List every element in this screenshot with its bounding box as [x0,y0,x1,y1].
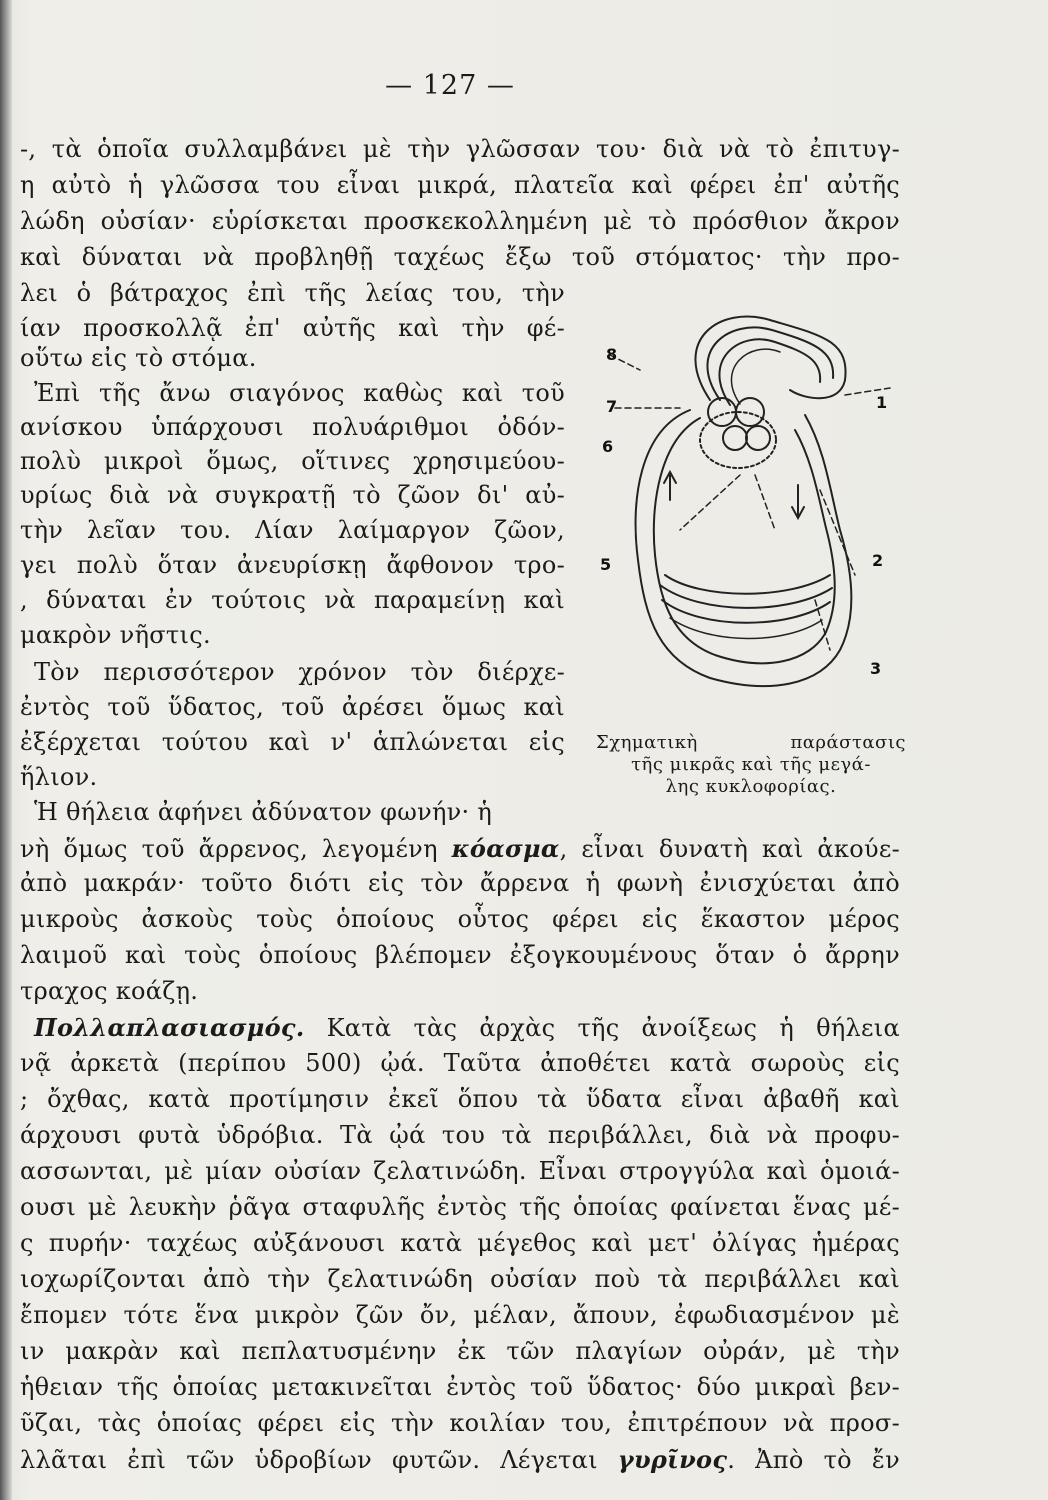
text-line [20,1444,900,1476]
text-line: τὴν λεῖαν του. Λίαν λαίμαργον ζῶον, [20,516,565,544]
pulmonary-loop-inner3 [731,349,780,404]
caption-word: Σχηματικὴ [596,732,698,753]
text-line: άρχουσι φυτὰ ὑδρόβια. Τὰ ᾠά του τὰ περιβάλλει, διὰ νὰ προφυ- [20,1121,900,1149]
ventricle [723,426,747,450]
text-span: νὴ ὅμως τοῦ ἄρρενος, λεγομένη [20,835,452,863]
caption-word: παράστασις [790,732,906,753]
figure-caption [596,732,906,798]
text-line: η αὐτὸ ἡ γλῶσσα του εἶναι μικρά, πλατεῖα καὶ φέρει ἐπ' αὐτῆς [20,171,900,199]
text-line: ἥλιον. [20,763,98,791]
text-line: Τὸν περισσότερον χρόνον τὸν διέρχε- [34,658,565,686]
figure-label-2: 2 [872,551,884,570]
bulbus [746,426,770,450]
section-heading: Πολλαπλασιασμός. [34,1013,305,1042]
text-line: τραχος κοάζῃ. [20,977,199,1005]
text-line: ουσι μὲ λευκὴν ῥᾶγα σταφυλῆς ἐντὸς τῆς ὁποίας φαίνεται ἕνας μέ- [20,1193,900,1221]
text-line: ανίσκου ὑπάρχουσι πολυάριθμοι ὀδόν- [20,413,565,441]
term-koasma: κόασμα [451,834,560,863]
text-line: μικροὺς ἀσκοὺς τοὺς ὁποίους οὗτος φέρει εἰς ἕκαστον μέρος [20,905,900,933]
text-line: γει πολὺ ὅταν ἀνευρίσκῃ ἄφθονον τρο- [20,551,565,579]
text-line: ἀπὸ μακράν· τοῦτο διότι εἰς τὸν ἄρρενα ἡ φωνὴ ἐνισχύεται ἀπὸ [20,869,900,897]
binding-shadow [0,0,12,1500]
text-line: λαιμοῦ καὶ τοὺς ὁποίους βλέπομεν ἐξογκουμένους ὅταν ὁ ἄρρην [20,941,900,969]
text-line: -, τὰ ὁποῖα συλλαμβάνει μὲ τὴν γλῶσσαν του· διὰ νὰ τὸ ἐπιτυγ- [20,135,900,163]
figure-label-3: 3 [870,659,882,678]
text-line: ιοχωρίζονται ἀπὸ τὴν ζελατινώδη οὐσίαν ποὺ τὰ περιβάλλει καὶ [20,1265,900,1293]
systemic-loop [636,410,852,686]
text-line: ιν μακρὰν καὶ πεπλατυσμένην ἐκ τῶν πλαγίων οὐράν, μὲ τὴν [20,1337,900,1365]
text-line: ἐξέρχεται τούτου καὶ ν' ἁπλώνεται εἰς [20,728,565,756]
text-line: λώδη οὐσίαν· εὑρίσκεται προσκεκολλημένη μὲ τὸ πρόσθιον ἄκρον [20,207,900,235]
text-line: ίαν προσκολλᾷ ἐπ' αὐτῆς καὶ τὴν φέ- [20,314,565,342]
pulmonary-loop-inner [707,327,833,400]
text-line: νᾷ ἀρκετὰ (περίπου 500) ᾠά. Ταῦτα ἀποθέτει κατὰ σωροὺς εἰς [20,1049,900,1077]
text-line: ασσωνται, μὲ μίαν οὐσίαν ζελατινώδη. Εἶναι στρογγύλα καὶ ὁμοιά- [20,1157,900,1185]
caption-line-2: τῆς μικρᾶς καὶ τῆς μεγά- [631,754,871,775]
text-line: Ἐπὶ τῆς ἄνω σιαγόνος καθὼς καὶ τοῦ [34,379,565,407]
text-line: μακρὸν νῆστις. [20,621,211,649]
text-span: Κατὰ τὰς ἀρχὰς τῆς ἀνοίξεως ἡ θήλεια [304,1014,900,1042]
figure-label-5: 5 [600,555,612,574]
text-line: Ἡ θήλεια ἀφήνει ἀδύνατον φωνήν· ἡ [34,798,493,826]
text-line: ς πυρήν· ταχέως αὐξάνουσι κατὰ μέγεθος καὶ μετ' ὀλίγας ἡμέρας [20,1229,900,1257]
text-line: ; ὄχθας, κατὰ προτίμησιν ἐκεῖ ὅπου τὰ ὕδατα εἶναι ἀβαθῆ καὶ [20,1085,900,1113]
capillary-bed-3 [662,600,830,623]
text-line: ἔπομεν τότε ἕνα μικρὸν ζῶν ὄν, μέλαν, ἄπουν, ἐφωδιασμένον μὲ [20,1301,900,1329]
caption-line-1 [596,732,906,754]
text-line: υρίως διὰ νὰ συγκρατῇ τὸ ζῶον δι' αὐ- [20,481,565,509]
systemic-loop-inner [654,418,835,663]
page-number: — 127 — [385,70,515,101]
figure-label-6: 6 [602,437,614,456]
leader-4 [680,475,740,530]
figure-label-8: 8 [606,345,618,364]
text-line: λει ὁ βάτραχος ἐπὶ τῆς λείας του, τὴν [20,279,565,307]
circulation-diagram [590,300,910,730]
term-gyrinos: γυρῖνος [617,1445,728,1474]
text-line: οὕτω εἰς τὸ στόμα. [20,344,257,372]
caption-line-3: λης κυκλοφορίας. [665,776,837,797]
text-line: , δύναται ἐν τούτοις νὰ παραμείνῃ καὶ [20,586,565,614]
text-line: ἐντὸς τοῦ ὕδατος, τοῦ ἀρέσει ὅμως καὶ [20,693,565,721]
text-span: λλᾶται ἐπὶ τῶν ὑδροβίων φυτῶν. Λέγεται [20,1446,618,1474]
text-line: ἡθειαν τῆς ὁποίας μετακινεῖται ἐντὸς τοῦ ὕδατος· δύο μικραὶ βεν- [20,1373,900,1401]
capillary-bed-4 [670,618,822,639]
arrow-up-icon [664,472,676,500]
capillary-bed-2 [660,585,832,608]
text-span: . Ἀπὸ τὸ ἔν [727,1446,900,1474]
text-line [20,833,900,865]
figure-label-7: 7 [606,397,618,416]
text-line: ῦζαι, τὰς ὁποίας φέρει εἰς τὴν κοιλίαν του, ἐπιτρέπουν νὰ προσ- [20,1409,900,1437]
leader-5 [755,475,775,530]
text-line: πολὺ μικροὶ ὅμως, οἵτινες χρησιμεύου- [20,447,565,475]
leader-2 [820,490,855,575]
text-line: καὶ δύναται νὰ προβληθῇ ταχέως ἔξω τοῦ στόματος· τὴν προ- [20,243,900,271]
section-heading-line [20,1012,900,1044]
figure-label-1: 1 [876,393,888,412]
text-span: , εἶναι δυνατὴ καὶ ἀκούε- [559,835,900,863]
arrow-down-icon [792,485,804,518]
capillary-bed [665,575,830,594]
